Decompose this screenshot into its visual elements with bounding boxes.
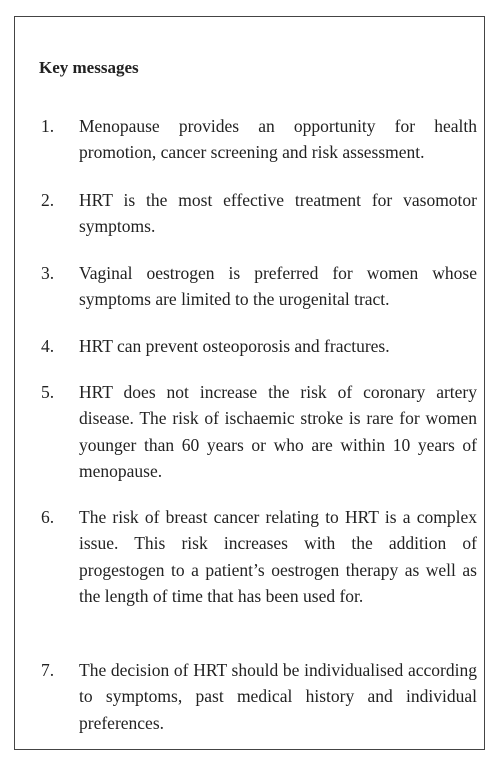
list-item bbox=[41, 379, 477, 485]
list-item bbox=[41, 333, 477, 359]
key-messages-box bbox=[14, 16, 485, 750]
list-item bbox=[41, 187, 477, 240]
item-number: 4. bbox=[41, 336, 55, 356]
item-text: HRT can prevent osteoporosis and fractures. bbox=[79, 336, 390, 356]
item-number: 1. bbox=[41, 116, 55, 136]
item-number: 7. bbox=[41, 660, 55, 680]
item-text: Vaginal oestrogen is preferred for women whose symptoms are limited to the urogenital tract. bbox=[79, 263, 477, 310]
list-item bbox=[41, 657, 477, 736]
item-number: 5. bbox=[41, 382, 55, 402]
item-text: Menopause provides an opportunity for health promotion, cancer screening and risk assessment. bbox=[79, 116, 477, 163]
list-item bbox=[41, 260, 477, 313]
list-item bbox=[41, 504, 477, 610]
box-heading: Key messages bbox=[39, 58, 139, 77]
item-number: 3. bbox=[41, 263, 55, 283]
item-text: The risk of breast cancer relating to HRT is a complex issue. This risk increases with the addition of progestogen to a patient’s oestrogen therapy as well as the length of time that has been used for. bbox=[79, 507, 477, 607]
item-text: The decision of HRT should be individualised according to symptoms, past medical history and individual preferences. bbox=[79, 660, 477, 733]
item-text: HRT does not increase the risk of coronary artery disease. The risk of ischaemic stroke is rare for women younger than 60 years or who are within 10 years of menopause. bbox=[79, 382, 477, 482]
item-text: HRT is the most effective treatment for vasomotor symptoms. bbox=[79, 190, 477, 237]
list-item bbox=[41, 113, 477, 166]
item-number: 2. bbox=[41, 190, 55, 210]
item-number: 6. bbox=[41, 507, 55, 527]
